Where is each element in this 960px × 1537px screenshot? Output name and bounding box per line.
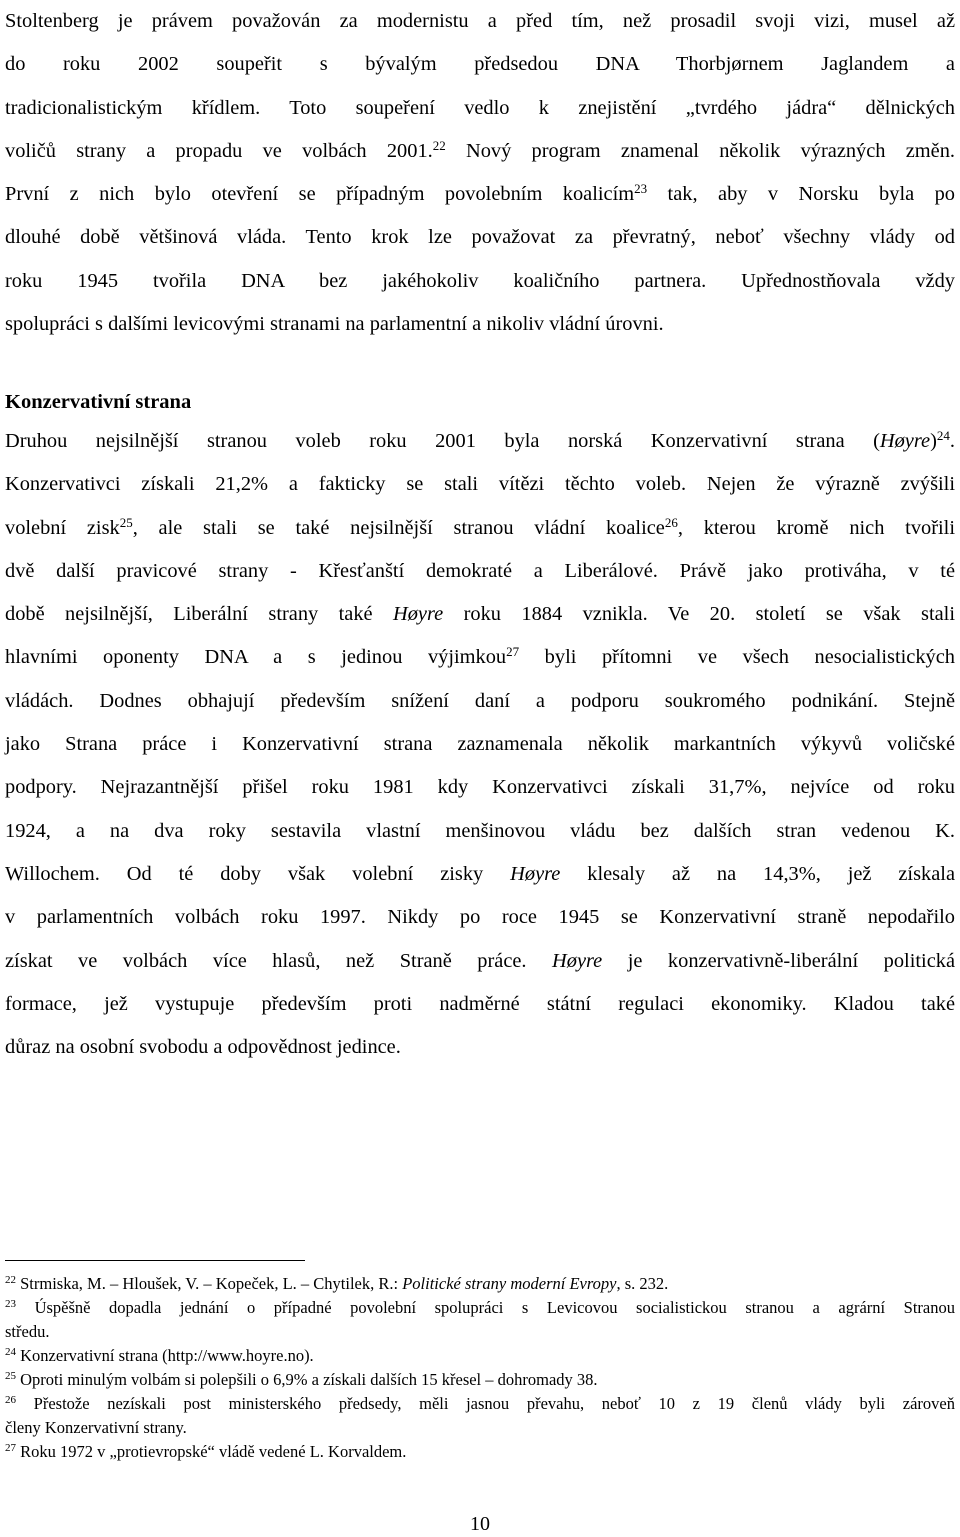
footnote-ref: 25 bbox=[119, 514, 133, 530]
text-line: První z nich bylo otevření se případným povolebním koalicím$^{23}$ tak, aby v Norsku byla po bbox=[5, 181, 955, 206]
footnote-22: $^{22}$ Strmiska, M. – Hloušek, V. – Kopeček, L. – Chytilek, R.: Politické strany moderní Evropy, s. 232. bbox=[5, 1273, 669, 1293]
text-line: 1924, a na dva roky sestavila vlastní menšinovou vládu bez dalších stran vedenou K. bbox=[5, 819, 955, 842]
text-line: době nejsilnější, Liberální strany také Høyre roku 1884 vznikla. Ve 20. století se však stali bbox=[5, 603, 955, 626]
text-line: Druhou nejsilnější stranou voleb roku 2001 byla norská Konzervativní strana (Høyre)$^{24}$. bbox=[5, 427, 955, 452]
text-line: Stoltenberg je právem považován za modernistu a před tím, než prosadil svoji vizi, musel až bbox=[5, 10, 955, 32]
text-line: jako Strana práce i Konzervativní strana zaznamenala několik markantních výkyvů voličské bbox=[5, 733, 955, 756]
text-line: důraz na osobní svobodu a odpovědnost jedince. bbox=[5, 1036, 401, 1059]
footnote-24: $^{24}$ Konzervativní strana (http://www.hoyre.no). bbox=[5, 1345, 314, 1365]
footnote-ref: 23 bbox=[634, 181, 648, 197]
text-line: formace, jež vystupuje především proti nadměrné státní regulaci ekonomiky. Kladou také bbox=[5, 992, 955, 1015]
footnote-27: $^{27}$ Roku 1972 v „protievropské“ vládě vedené L. Korvaldem. bbox=[5, 1441, 407, 1461]
text-line: tradicionalistickým křídlem. Toto soupeření vedlo k znejistění „tvrdého jádra“ dělnických bbox=[5, 96, 955, 119]
text-line: dlouhé době většinová vláda. Tento krok lze považovat za převratný, neboť všechny vlády od bbox=[5, 226, 955, 249]
text-line: vládách. Dodnes obhajují především snížení daní a podporu soukromého podnikání. Stejně bbox=[5, 689, 955, 712]
text-line: Konzervativci získali 21,2% a fakticky se stali vítězi těchto voleb. Nejen že výrazně zvýšili bbox=[5, 473, 955, 496]
text-line: volební zisk$^{25}$, ale stali se také nejsilnější stranou vládní koalice$^{26}$, kterou kromě nich tvořili bbox=[5, 514, 955, 539]
footnote-ref: 22 bbox=[432, 137, 446, 153]
footnote-ref: 26 bbox=[664, 514, 678, 530]
footnote-ref: 24 bbox=[936, 427, 950, 443]
footnote-26: $^{26}$ Přestože nezískali post ministerského předsedy, měli jasnou převahu, neboť 10 z 19 členů vlády byli zároveň bbox=[5, 1393, 955, 1413]
text-line: voličů strany a propadu ve volbách 2001.22 Nový program znamenal několik výrazných změn. bbox=[5, 137, 955, 162]
text-line: podpory. Nejrazantnější přišel roku 1981 kdy Konzervativci získali 31,7%, nejvíce od roku bbox=[5, 776, 955, 799]
footnote-26-cont: členy Konzervativní strany. bbox=[5, 1418, 187, 1437]
document-page bbox=[5, 0, 955, 1537]
text-line: dvě další pravicové strany - Křesťanští demokraté a Liberálové. Právě jako protiváha, v té bbox=[5, 559, 955, 582]
text-line: spolupráci s dalšími levicovými stranami na parlamentní a nikoliv vládní úrovni. bbox=[5, 313, 664, 336]
footnote-23: $^{23}$ Úspěšně dopadla jednání o případné povolební spolupráci s Levicovou socialistickou stranou a agrární Stranou bbox=[5, 1297, 955, 1317]
footnote-23-cont: středu. bbox=[5, 1322, 50, 1341]
page-number: 10 bbox=[470, 1513, 490, 1535]
text-line: v parlamentních volbách roku 1997. Nikdy po roce 1945 se Konzervativní straně nepodařilo bbox=[5, 906, 955, 929]
footnote-ref: 27 bbox=[506, 644, 520, 660]
text-line: do roku 2002 soupeřit s bývalým předsedou DNA Thorbjørnem Jaglandem a bbox=[5, 53, 955, 76]
paragraph-konzervativni bbox=[5, 420, 955, 1069]
footnote-separator bbox=[5, 1260, 305, 1261]
footnote-25: $^{25}$ Oproti minulým volbám si polepšili o 6,9% a získali dalších 15 křesel – dohromady 38. bbox=[5, 1369, 598, 1389]
text-line: získat ve volbách více hlasů, než Straně práce. Høyre je konzervativně-liberální politická bbox=[5, 949, 956, 972]
footnotes bbox=[5, 1272, 955, 1464]
section-heading: Konzervativní strana bbox=[5, 391, 192, 413]
paragraph-dna bbox=[5, 0, 955, 346]
text-line: roku 1945 tvořila DNA bez jakéhokoliv koaličního partnera. Upřednostňovala vždy bbox=[5, 269, 955, 292]
text-line: hlavními oponenty DNA a s jedinou výjimkou$^{27}$ byli přítomni ve všech nesocialistických bbox=[5, 644, 955, 669]
text-line: Willochem. Od té doby však volební zisky Høyre klesaly až na 14,3%, jež získala bbox=[5, 862, 955, 885]
